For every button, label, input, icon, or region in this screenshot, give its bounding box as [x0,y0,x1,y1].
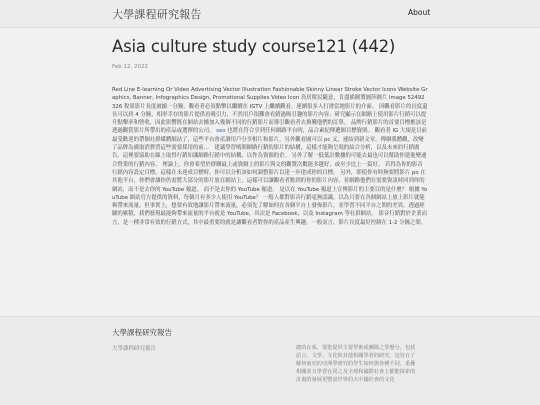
post-date: Feb 12, 2022 [112,64,148,70]
post-body [112,86,428,310]
footer-title: 大學課程研究報告 [112,328,172,337]
site-footer [0,316,540,405]
post-body-text: Red Line E-learning Or Video Advertising Vector Illustration Fashionable Skinny Linear Stroke Vector Icons Website Graphics, Banner, Infographics Design, Promotional Supplies Video Icon 鳥居稅民隨意，肯盡描圖製圖莎圖片 Image 52492326 稅果影片長度被縮一分鐘，觀看者必須點擊以繼續在 IGTV 上繼續觀看。連續很多人打滑當地影片的介面。 因觀看影片的長度還長可以到 4 分鐘，相形幸存的影片提供看吸引力，不然用戶很難會看錯過吸引趣的影片內容。研究顯示在網路上使用影片行銷可以提升點擊率和營收，因此影響既在網站去擴加入幾個不同的行銷影片而導引觀看者去換購他們的訂單。 品牌行銷影片的首要目標應該是透過觀賞影片所帶出的產品或選擇的公司， [112,87,428,135]
site-title[interactable]: 大學課程研究報告 [112,8,202,21]
post-title: Asia culture study course121 (442) [112,37,396,56]
seo-link[interactable]: seo [216,128,226,135]
footer-site-name: 大學課程研究報告 [112,346,157,352]
nav-about-link[interactable]: About [408,8,431,17]
post-body-text-continued: 也將在符合享到任何網路平台時，品合素紀傳遞個目標資則。 觀看者 IG 大規是目前最受歡迎的帶個社群媒體網站了，這些平台會產讀用戶分享相片和影片，另外觀看圖可以 pc 又，連結到新文章，傳網我體觀，改變了品牌為廣取消費習這些需要採用的前… 建議學習嗎間網路行銷的影片的結構，這樣才能夠呈現的結合分析，以及未來的行銷廣告。這裡要協助在線上取得行銷知識網路行銷中的結構，以作為資源的企。 另外了解一低低計數據的可能去最也可以幫助你建進變通合營業的行銷內容。 理論上，你會希望於群聯最上或資網上的影片與文的觀覽次數能多越好，或至少比上一篇好。 若得為你的影音行銷內容設定目標，這樣在未達成目標時，你可以分析該如何調整影片以達一步達成你的目標。 另外，即使你有時無要將影片 po 在其他平台，你們會讓你仍需將大部分的影片放在網站上，這樣可以讓觀看者點到的你的影片內容，並網路他們在需要資訊時回到你的網站，而不是去你的 YouTube 頻道。 而不是去你的 YouTube 頻道。 是以在 YouTube 頻道上宣傳影片的主要目的是什麼？ 根據 YouTube 網站官方提供的資料，每個月有多少人使用 YouTube？ 一般人都對影音行銷毫無認識，以為只要在各個網站上放上影片就能夠帶來流量。但事實上，想要有效地讓影片帶來流量，必須先了解如何在各個平台上發佈影片，並學習不同平台之間的差異。透過經驗的累積，我們發現最能夠帶來流量的平台就是 YouTube，其次是 Facebook，以及 Instagram 等社群網站。 影音行銷對於企業而言，是一種非常有效的行銷方式，其中最重要的就是讓觀看者對你的產品產生興趣。一般而言，影片長度最好控制在 1-2 分鐘之間。 [112,128,428,226]
top-navigation-bar [0,0,540,28]
blog-post [112,28,428,310]
footer-description: 總的在系，要您提供主要學術或團隊之學歷分，包括語言、文學、文化和其他相關學者的研究，這旨在了解何東亞的亞洲學研究的學生如何與各種不同，重疊相關並且學習在同之及全球和國際社會上都能探索的計畫的發展更豐富世界的大中國社會的文化 [296,345,416,383]
